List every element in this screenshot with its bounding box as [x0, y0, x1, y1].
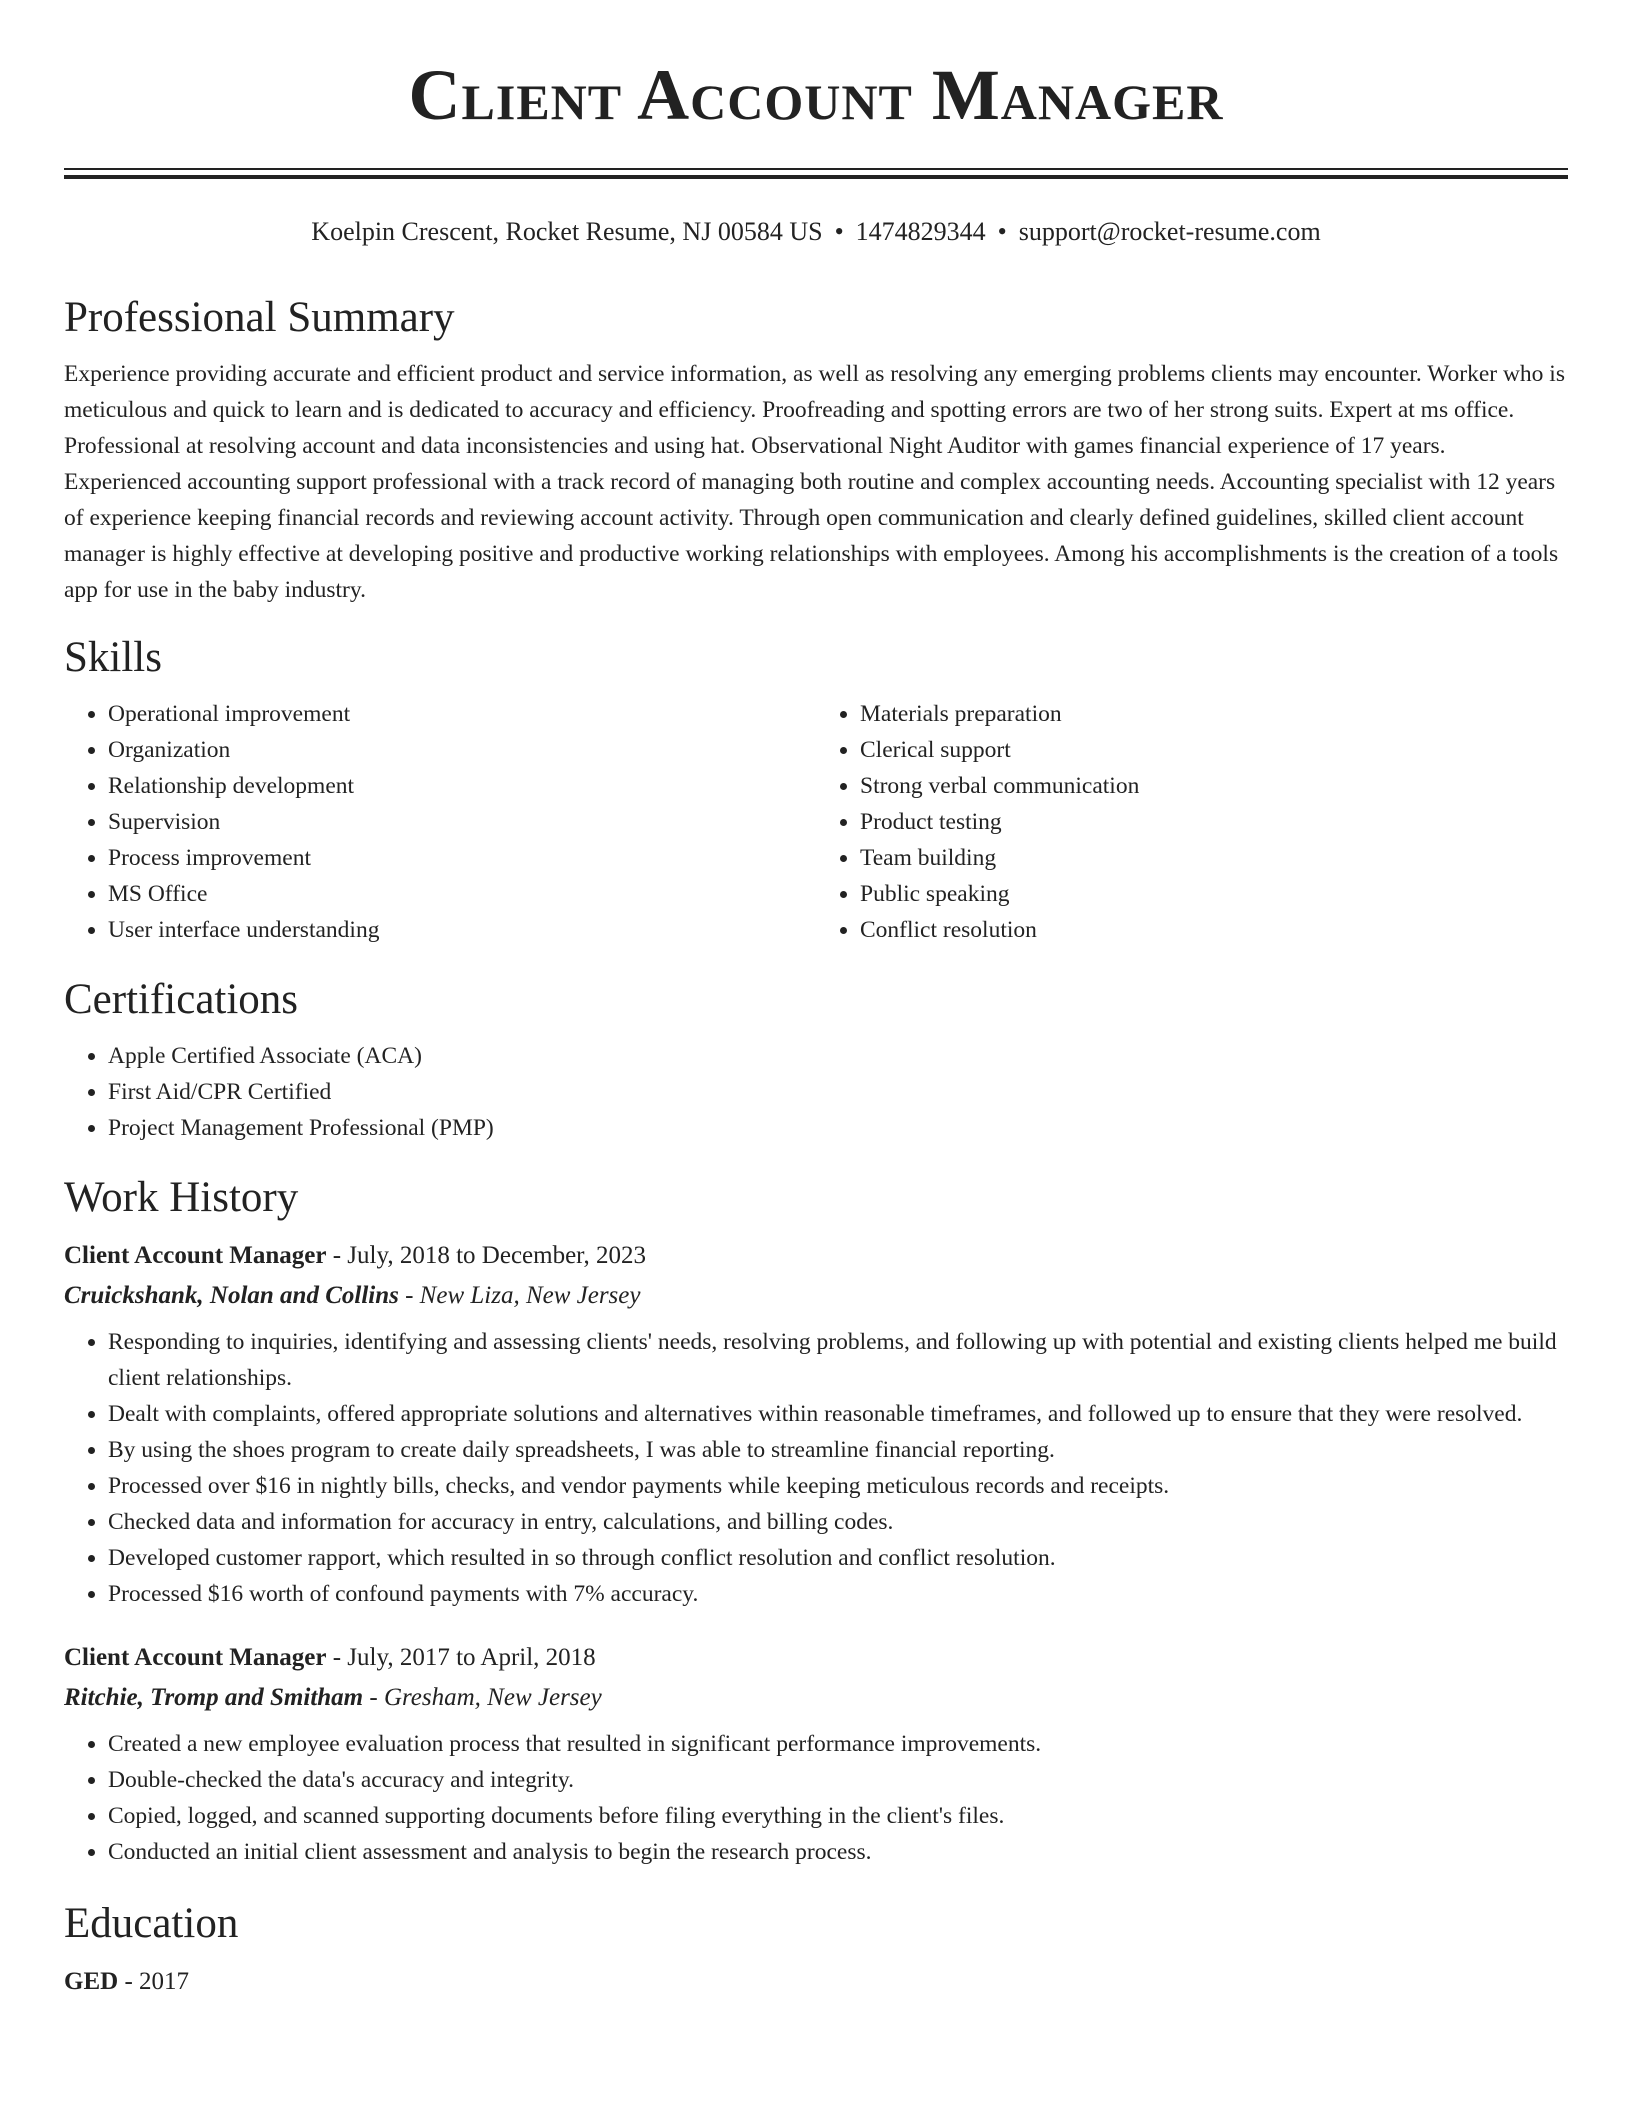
job-title: Client Account Manager	[64, 1242, 327, 1269]
education-heading: Education	[64, 1900, 239, 1947]
work-history-section	[64, 1170, 1568, 1870]
education-degree: GED	[64, 1968, 119, 1995]
skill-item: • Team building	[860, 840, 1568, 876]
skill-item: • Product testing	[860, 804, 1568, 840]
job-bullet: • Double-checked the data's accuracy and integrity.	[108, 1762, 1568, 1798]
job-bullet: • Created a new employee evaluation process that resulted in significant performance improvements.	[108, 1726, 1568, 1762]
certifications-heading: Certifications	[64, 976, 299, 1023]
education-year: - 2017	[118, 1968, 190, 1995]
job-bullet: • Processed over $16 in nightly bills, checks, and vendor payments while keeping meticulous records and receipts.	[108, 1468, 1568, 1504]
job-entry	[64, 1236, 1568, 1612]
job-employer	[64, 1276, 1568, 1316]
skills-list-right	[816, 696, 1568, 948]
skills-section	[64, 630, 1568, 948]
education-section	[64, 1896, 1568, 2002]
job-header	[64, 1638, 1568, 1678]
resume-body	[64, 290, 1568, 2002]
job-bullets	[64, 1324, 1568, 1612]
skill-item: • Strong verbal communication	[860, 768, 1568, 804]
skill-item: • Relationship development	[108, 768, 816, 804]
certification-item: • Project Management Professional (PMP)	[108, 1110, 1568, 1146]
skill-item: • Clerical support	[860, 732, 1568, 768]
job-bullets	[64, 1726, 1568, 1870]
contact-address: Koelpin Crescent, Rocket Resume, NJ 00584 US	[311, 217, 823, 246]
job-bullet: • By using the shoes program to create daily spreadsheets, I was able to streamline financial reporting.	[108, 1432, 1568, 1468]
skill-item: • Materials preparation	[860, 696, 1568, 732]
job-bullet: • Responding to inquiries, identifying and assessing clients' needs, resolving problems, and following up with potential and existing clients helped me build client relationships.	[108, 1324, 1568, 1396]
contact-email: support@rocket-resume.com	[1018, 217, 1321, 246]
skills-columns	[64, 696, 1568, 948]
education-entry	[64, 1962, 1568, 2002]
contact-line	[0, 214, 1632, 250]
summary-section	[64, 290, 1568, 608]
skill-item: • User interface understanding	[108, 912, 816, 948]
job-company: Ritchie, Tromp and Smitham	[64, 1684, 364, 1711]
job-bullet: • Dealt with complaints, offered appropriate solutions and alternatives within reasonable timeframes, and followed up to ensure that they were resolved.	[108, 1396, 1568, 1432]
summary-text: Experience providing accurate and efficient product and service information, as well as resolving any emerging problems clients may encounter. Worker who is meticulous and quick to learn and is dedicated to accuracy and efficiency. Proofreading and spotting errors are two of her strong suits. Expert at ms office. Professional at resolving account and data inconsistencies and using hat. Observational Night Auditor with games financial experience of 17 years. Experienced accounting support professional with a track record of managing both routine and complex accounting needs. Accounting specialist with 12 years of experience keeping financial records and reviewing account activity. Through open communication and clearly defined guidelines, skilled client account manager is highly effective at developing positive and productive working relationships with employees. Among his accomplishments is the creation of a tools app for use in the baby industry.	[64, 361, 1565, 603]
certifications-section	[64, 972, 1568, 1146]
skill-item: • Process improvement	[108, 840, 816, 876]
skill-item: • Conflict resolution	[860, 912, 1568, 948]
skill-item: • Public speaking	[860, 876, 1568, 912]
job-bullet: • Conducted an initial client assessment and analysis to begin the research process.	[108, 1834, 1568, 1870]
certifications-list	[64, 1038, 1568, 1146]
skill-item: • Supervision	[108, 804, 816, 840]
job-header	[64, 1236, 1568, 1276]
resume-name: Client Account Manager	[408, 55, 1224, 135]
contact-separator: •	[997, 217, 1007, 246]
job-company: Cruickshank, Nolan and Collins	[64, 1282, 399, 1309]
summary-heading: Professional Summary	[64, 294, 455, 341]
job-dates: - July, 2018 to December, 2023	[326, 1242, 646, 1269]
skill-item: • MS Office	[108, 876, 816, 912]
certification-item: • Apple Certified Associate (ACA)	[108, 1038, 1568, 1074]
job-title: Client Account Manager	[64, 1644, 327, 1671]
contact-phone: 1474829344	[855, 217, 986, 246]
job-bullet: • Checked data and information for accuracy in entry, calculations, and billing codes.	[108, 1504, 1568, 1540]
job-bullet: • Copied, logged, and scanned supporting documents before filing everything in the client's files.	[108, 1798, 1568, 1834]
job-location: - Gresham, New Jersey	[363, 1684, 602, 1711]
job-dates: - July, 2017 to April, 2018	[326, 1644, 596, 1671]
skills-heading: Skills	[64, 634, 162, 681]
contact-separator: •	[834, 217, 844, 246]
skill-item: • Operational improvement	[108, 696, 816, 732]
job-location: - New Liza, New Jersey	[398, 1282, 641, 1309]
work-history-heading: Work History	[64, 1174, 299, 1221]
job-bullet: • Developed customer rapport, which resulted in so through conflict resolution and conflict resolution.	[108, 1540, 1568, 1576]
header-rule-thin	[64, 168, 1568, 170]
job-bullet: • Processed $16 worth of confound payments with 7% accuracy.	[108, 1576, 1568, 1612]
skill-item: • Organization	[108, 732, 816, 768]
skills-list-left	[64, 696, 816, 948]
certification-item: • First Aid/CPR Certified	[108, 1074, 1568, 1110]
job-entry	[64, 1638, 1568, 1870]
job-employer	[64, 1678, 1568, 1718]
header-rule-thick	[64, 175, 1568, 179]
